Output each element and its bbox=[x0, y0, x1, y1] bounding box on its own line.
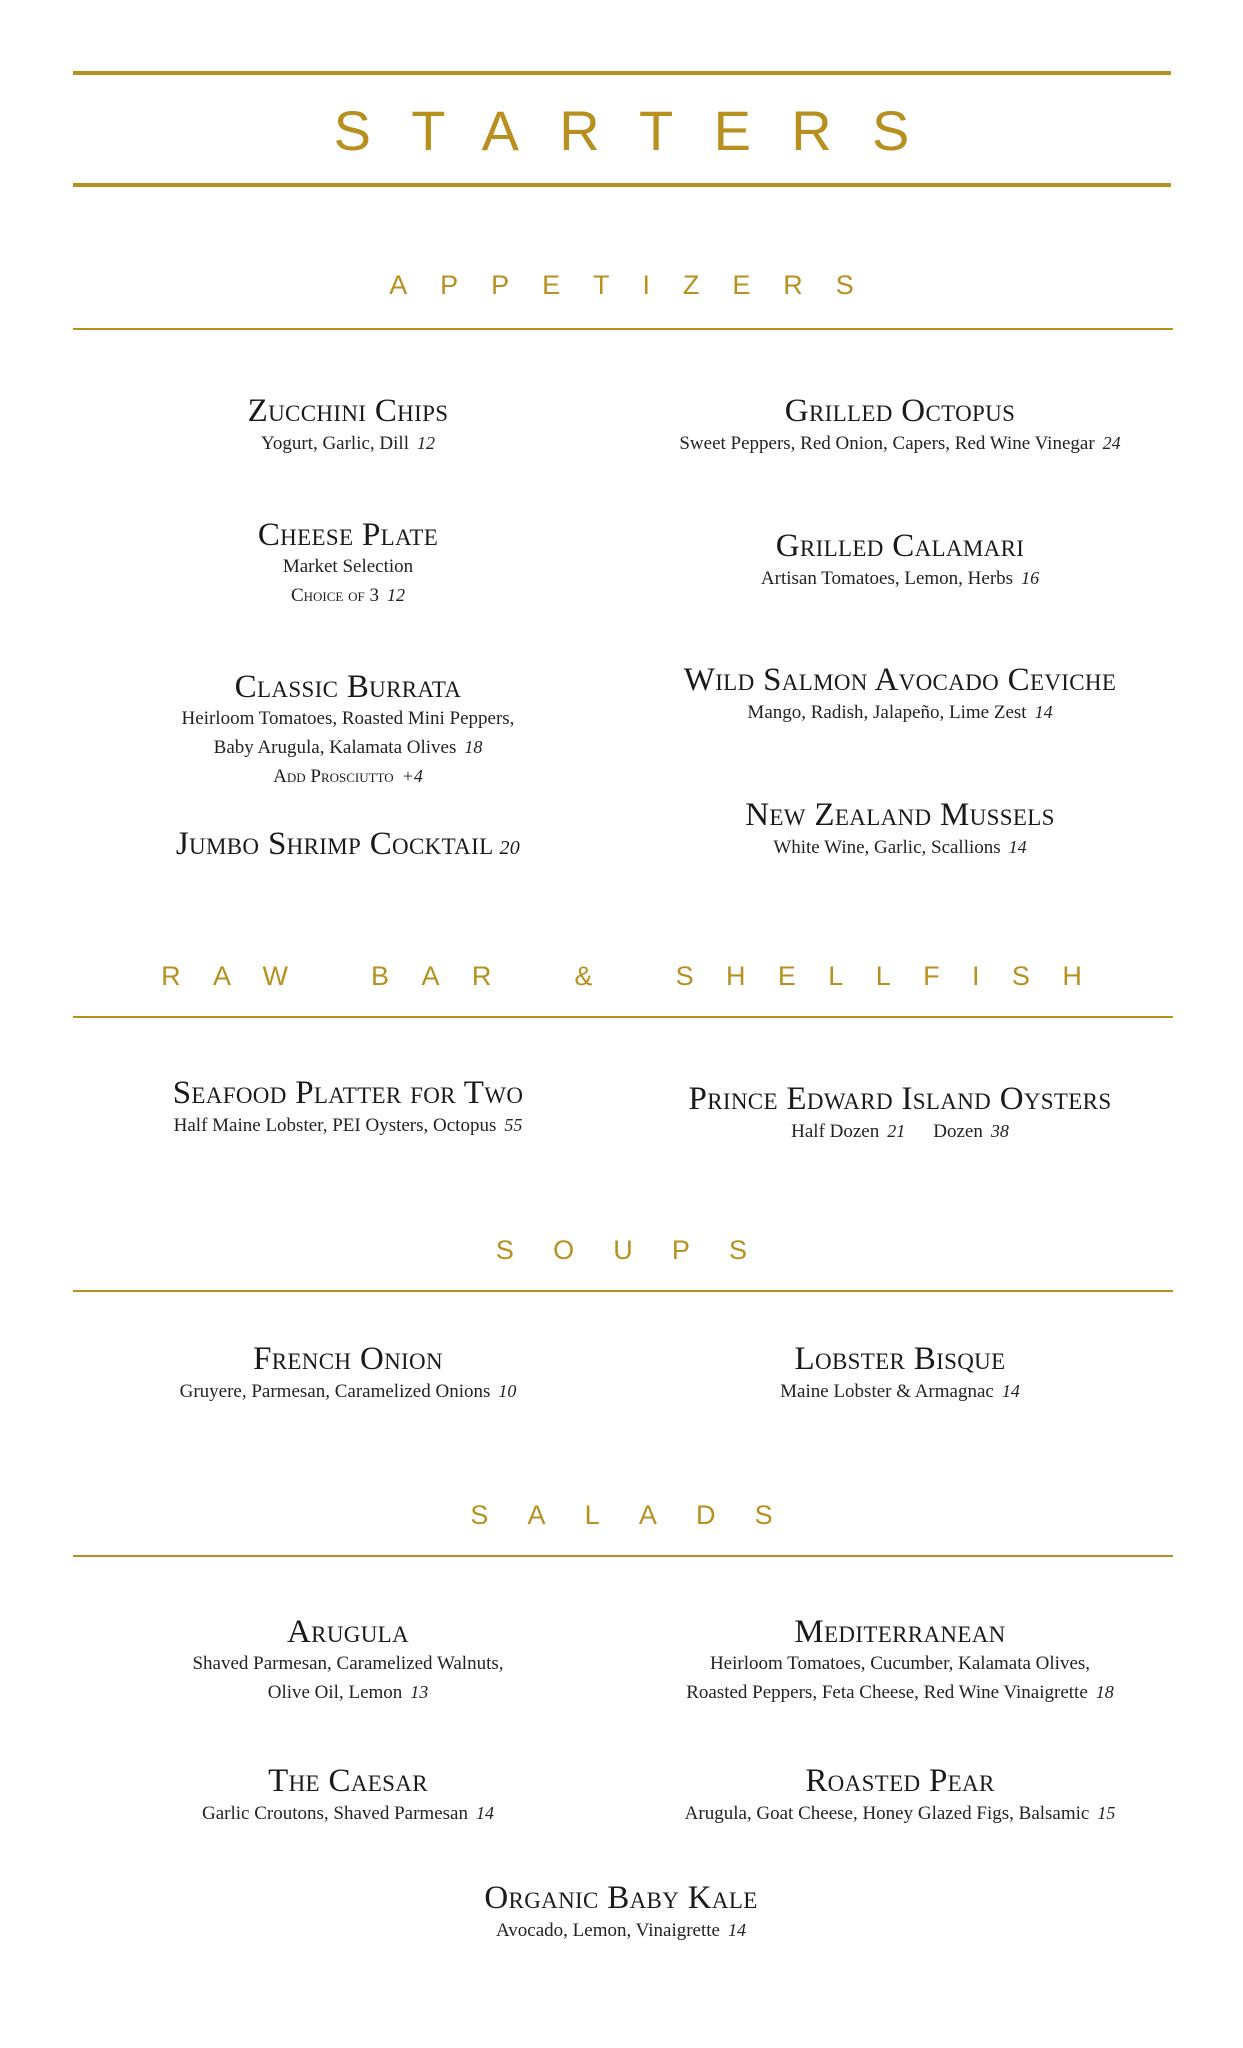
item-price: 15 bbox=[1097, 1803, 1116, 1823]
item-desc: Sweet Peppers, Red Onion, Capers, Red Wine Vinegar 24 bbox=[679, 433, 1121, 454]
item-sub: Choice of 3 12 bbox=[290, 585, 405, 606]
menu-item-jumbo-shrimp-cocktail bbox=[68, 826, 628, 866]
item-desc: Garlic Croutons, Shaved Parmesan 14 bbox=[202, 1803, 494, 1824]
item-price: 14 bbox=[727, 1920, 746, 1940]
item-desc: Arugula, Goat Cheese, Honey Glazed Figs, Balsamic 15 bbox=[684, 1803, 1116, 1824]
item-desc: Yogurt, Garlic, Dill 12 bbox=[261, 433, 435, 454]
menu-item-french-onion bbox=[68, 1341, 628, 1406]
item-name: Cheese Plate bbox=[257, 517, 439, 553]
section-title-salads: SALADS bbox=[470, 1500, 812, 1530]
item-desc: Artisan Tomatoes, Lemon, Herbs 16 bbox=[760, 568, 1040, 589]
menu-item-roasted-pear bbox=[620, 1763, 1180, 1828]
section-rule-soups bbox=[73, 1290, 1173, 1292]
item-name: Grilled Octopus bbox=[784, 393, 1016, 429]
item-price: 10 bbox=[498, 1381, 517, 1401]
section-rule-appetizers bbox=[73, 328, 1173, 330]
item-desc-line-2: Olive Oil, Lemon 13 bbox=[267, 1682, 429, 1703]
addon-price: +4 bbox=[401, 766, 423, 786]
menu-item-pei-oysters bbox=[620, 1081, 1180, 1146]
item-desc-line-1: Heirloom Tomatoes, Roasted Mini Peppers, bbox=[181, 708, 515, 729]
item-name: Mediterranean bbox=[794, 1614, 1006, 1650]
item-name: Lobster Bisque bbox=[794, 1341, 1006, 1377]
item-price: 24 bbox=[1102, 433, 1121, 453]
item-name: The Caesar bbox=[268, 1763, 428, 1799]
item-name: Roasted Pear bbox=[805, 1763, 995, 1799]
menu-item-wild-salmon-ceviche bbox=[620, 662, 1180, 727]
item-desc-line-1: Heirloom Tomatoes, Cucumber, Kalamata Olives, bbox=[709, 1653, 1091, 1674]
menu-item-grilled-calamari bbox=[620, 528, 1180, 593]
item-name: Arugula bbox=[287, 1614, 409, 1650]
item-addon: Add Prosciutto +4 bbox=[273, 766, 423, 787]
page-title: STARTERS bbox=[333, 99, 950, 162]
menu-item-cheese-plate bbox=[68, 517, 628, 610]
item-desc-line-1: Shaved Parmesan, Caramelized Walnuts, bbox=[192, 1653, 504, 1674]
item-name: Seafood Platter for Two bbox=[172, 1075, 524, 1111]
item-name: Grilled Calamari bbox=[775, 528, 1025, 564]
item-price: 14 bbox=[475, 1803, 494, 1823]
menu-item-grilled-octopus bbox=[620, 393, 1180, 458]
item-name: Organic Baby Kale bbox=[484, 1880, 758, 1916]
section-rule-raw-bar bbox=[73, 1016, 1173, 1018]
item-desc: Market Selection bbox=[282, 556, 414, 577]
item-name: New Zealand Mussels bbox=[745, 797, 1055, 833]
menu-item-lobster-bisque bbox=[620, 1341, 1180, 1406]
item-price: 12 bbox=[416, 433, 435, 453]
item-desc-line-2: Baby Arugula, Kalamata Olives 18 bbox=[213, 737, 483, 758]
item-price: 14 bbox=[1034, 702, 1053, 722]
item-name: Prince Edward Island Oysters bbox=[688, 1081, 1112, 1117]
item-price: 18 bbox=[1095, 1682, 1114, 1702]
item-name: French Onion bbox=[253, 1341, 443, 1377]
item-price: 13 bbox=[410, 1682, 429, 1702]
menu-item-the-caesar bbox=[68, 1763, 628, 1828]
menu-item-zucchini-chips bbox=[68, 393, 628, 458]
section-title-appetizers: APPETIZERS bbox=[389, 270, 887, 300]
title-rule-top bbox=[73, 71, 1171, 75]
item-name: Jumbo Shrimp Cocktail 20 bbox=[175, 826, 521, 862]
item-price: 16 bbox=[1021, 568, 1040, 588]
section-title-raw-bar: RAW BAR & SHELLFISH bbox=[161, 961, 1115, 991]
menu-item-classic-burrata bbox=[68, 669, 628, 791]
menu-item-seafood-platter bbox=[68, 1075, 628, 1140]
item-price: 12 bbox=[387, 585, 405, 605]
item-options: Half Dozen 21 Dozen 38 bbox=[791, 1121, 1009, 1142]
item-name: Zucchini Chips bbox=[247, 393, 449, 429]
menu-item-organic-baby-kale bbox=[341, 1880, 901, 1945]
menu-item-arugula bbox=[68, 1614, 628, 1707]
item-name: Classic Burrata bbox=[234, 669, 462, 705]
item-price: 14 bbox=[1001, 1381, 1020, 1401]
menu-item-new-zealand-mussels bbox=[620, 797, 1180, 862]
title-rule-bottom bbox=[73, 183, 1171, 187]
item-price: 14 bbox=[1008, 837, 1027, 857]
menu-item-mediterranean bbox=[620, 1614, 1180, 1707]
item-desc: Gruyere, Parmesan, Caramelized Onions 10 bbox=[179, 1381, 517, 1402]
item-price: 20 bbox=[499, 837, 521, 859]
section-title-soups: SOUPS bbox=[495, 1235, 787, 1265]
item-desc: Avocado, Lemon, Vinaigrette 14 bbox=[496, 1920, 746, 1941]
item-price: 55 bbox=[504, 1115, 523, 1135]
item-price-half-dozen: 21 bbox=[887, 1121, 906, 1141]
item-name: Wild Salmon Avocado Ceviche bbox=[683, 662, 1117, 698]
item-desc: Mango, Radish, Jalapeño, Lime Zest 14 bbox=[747, 702, 1053, 723]
item-desc-line-2: Roasted Peppers, Feta Cheese, Red Wine Vinaigrette 18 bbox=[686, 1682, 1114, 1703]
item-desc: Half Maine Lobster, PEI Oysters, Octopus 55 bbox=[173, 1115, 523, 1136]
item-price: 18 bbox=[464, 737, 483, 757]
item-desc: Maine Lobster & Armagnac 14 bbox=[780, 1381, 1020, 1402]
section-rule-salads bbox=[73, 1555, 1173, 1557]
item-price-dozen: 38 bbox=[990, 1121, 1009, 1141]
item-desc: White Wine, Garlic, Scallions 14 bbox=[773, 837, 1027, 858]
